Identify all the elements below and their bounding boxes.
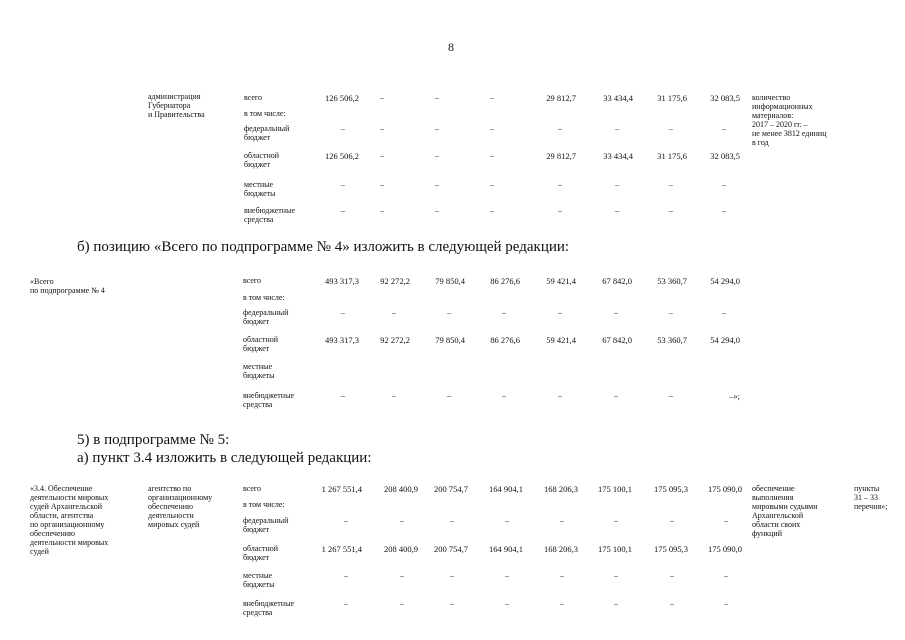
table-cell: 33 434,4 — [603, 93, 633, 103]
table-cell: 200 754,7 — [434, 544, 468, 554]
table-cell: 67 842,0 — [602, 335, 632, 345]
table-cell: – — [558, 180, 562, 189]
row-label: федеральный бюджет — [244, 124, 290, 142]
table-cell: 175 100,1 — [598, 544, 632, 554]
table-cell: – — [490, 180, 494, 189]
row-label: местные бюджеты — [244, 180, 276, 198]
row-label: внебюджетные средства — [243, 599, 294, 617]
table-cell: – — [722, 124, 726, 133]
table-cell: – — [380, 124, 384, 133]
table-cell: 67 842,0 — [602, 276, 632, 286]
table-cell: 54 294,0 — [710, 335, 740, 345]
table-cell: 175 090,0 — [708, 484, 742, 494]
table-cell: – — [400, 571, 404, 580]
table-cell: – — [670, 571, 674, 580]
table-cell: 32 083,5 — [710, 151, 740, 161]
table-cell: – — [724, 599, 728, 608]
table-cell: – — [392, 391, 396, 400]
table-cell: 92 272,2 — [380, 335, 410, 345]
table-cell: – — [490, 124, 494, 133]
table-cell: 208 400,9 — [384, 544, 418, 554]
page-number: 8 — [448, 40, 454, 54]
table-cell: 54 294,0 — [710, 276, 740, 286]
table-cell: – — [435, 180, 439, 189]
table-cell: – — [400, 599, 404, 608]
table-cell: – — [614, 571, 618, 580]
row-label: всего — [243, 484, 262, 493]
table-cell: – — [380, 206, 384, 215]
table-cell: – — [722, 180, 726, 189]
table-cell: – — [505, 516, 509, 525]
table-cell: 168 206,3 — [544, 484, 578, 494]
table2-title: «Всего по подпрограмме № 4 — [30, 277, 105, 295]
heading-5: 5) в подпрограмме № 5: — [77, 432, 230, 448]
table-cell: 59 421,4 — [546, 335, 576, 345]
table-cell: 168 206,3 — [544, 544, 578, 554]
row-label: местные бюджеты — [243, 362, 275, 380]
table-cell: 53 360,7 — [657, 276, 687, 286]
table-cell: – — [341, 308, 345, 317]
table-cell: – — [380, 151, 384, 160]
row-label: федеральный бюджет — [243, 516, 289, 534]
table-cell: – — [490, 93, 494, 102]
table-cell: – — [341, 391, 345, 400]
table-cell: – — [615, 124, 619, 133]
table-cell: – — [505, 571, 509, 580]
table-cell: – — [614, 308, 618, 317]
table-cell: 208 400,9 — [384, 484, 418, 494]
heading-a: а) пункт 3.4 изложить в следующей редакции: — [77, 450, 372, 466]
table-cell: – — [724, 571, 728, 580]
table1-executor: администрация Губернатора и Правительства — [148, 92, 205, 119]
table-cell: 86 276,6 — [490, 276, 520, 286]
table-cell: 53 360,7 — [657, 335, 687, 345]
table-cell: – — [724, 516, 728, 525]
table-cell: – — [669, 124, 673, 133]
table-cell: – — [614, 391, 618, 400]
table-cell: – — [502, 308, 506, 317]
table3-link: пункты 31 – 33 перечня»; — [854, 484, 888, 511]
table-cell: 1 267 551,4 — [321, 484, 362, 494]
table-cell: – — [435, 151, 439, 160]
table-cell: 493 317,3 — [325, 335, 359, 345]
table-cell: – — [669, 308, 673, 317]
table-cell: 31 175,6 — [657, 151, 687, 161]
table-cell: – — [435, 93, 439, 102]
table-cell: – — [344, 599, 348, 608]
table-cell: – — [380, 93, 384, 102]
table-cell: 86 276,6 — [490, 335, 520, 345]
table-cell: 59 421,4 — [546, 276, 576, 286]
table-cell: – — [447, 391, 451, 400]
table-cell: – — [341, 206, 345, 215]
table1-indicator: количество информационных материалов: 2017 – 2020 гг. – не менее 3812 единиц в год — [752, 93, 827, 147]
table-cell: – — [450, 599, 454, 608]
table-cell: – — [380, 180, 384, 189]
table-cell: 31 175,6 — [657, 93, 687, 103]
table3-executor: агентство по организационному обеспечению деятельности мировых судей — [148, 484, 213, 529]
table-cell: – — [341, 124, 345, 133]
table-cell: – — [669, 206, 673, 215]
row-label: всего — [243, 276, 262, 285]
table-cell: 79 850,4 — [435, 276, 465, 286]
table-cell: – — [558, 308, 562, 317]
table-cell: 200 754,7 — [434, 484, 468, 494]
table3-item: «3.4. Обеспечение деятельности мировых судей Архангельской области, агентства по организационному обеспечению деятельности мировых судей — [30, 484, 109, 556]
table-cell: – — [615, 206, 619, 215]
table-cell: 126 506,2 — [325, 151, 359, 161]
table-cell: – — [490, 151, 494, 160]
table-cell: – — [392, 308, 396, 317]
table-cell: – — [615, 180, 619, 189]
table-cell: – — [614, 516, 618, 525]
table-cell: 493 317,3 — [325, 276, 359, 286]
table-cell: – — [560, 571, 564, 580]
heading-b: б) позицию «Всего по подпрограмме № 4» изложить в следующей редакции: — [77, 239, 570, 255]
table-cell: – — [614, 599, 618, 608]
table-cell: 32 083,5 — [710, 93, 740, 103]
table-cell: 164 904,1 — [489, 484, 523, 494]
table-cell: – — [490, 206, 494, 215]
table-cell: – — [560, 516, 564, 525]
row-label: областной бюджет — [243, 335, 279, 353]
table-cell: – — [558, 206, 562, 215]
table-cell: 175 095,3 — [654, 544, 688, 554]
table-cell: – — [447, 308, 451, 317]
table-cell: – — [502, 391, 506, 400]
table-cell: – — [344, 571, 348, 580]
table-cell: 29 812,7 — [546, 151, 576, 161]
table-cell: – — [450, 571, 454, 580]
row-label: всего — [244, 93, 263, 102]
table-cell: –»; — [729, 391, 740, 401]
table-cell: – — [722, 206, 726, 215]
table-cell: – — [669, 391, 673, 400]
row-label: федеральный бюджет — [243, 308, 289, 326]
table-cell: 175 090,0 — [708, 544, 742, 554]
table-cell: 126 506,2 — [325, 93, 359, 103]
table-cell: – — [341, 180, 345, 189]
row-label: внебюджетные средства — [244, 206, 295, 224]
table-cell: – — [722, 308, 726, 317]
table-cell: – — [558, 124, 562, 133]
table-cell: 92 272,2 — [380, 276, 410, 286]
table-cell: – — [670, 599, 674, 608]
table-cell: 79 850,4 — [435, 335, 465, 345]
row-label: областной бюджет — [244, 151, 280, 169]
table-cell: 164 904,1 — [489, 544, 523, 554]
table-cell: – — [400, 516, 404, 525]
table-cell: – — [560, 599, 564, 608]
table-cell: 29 812,7 — [546, 93, 576, 103]
row-label: местные бюджеты — [243, 571, 275, 589]
table-cell: 175 100,1 — [598, 484, 632, 494]
table3-indicator: обеспечение выполнения мировыми судьями Архангельской области своих функций — [752, 484, 818, 538]
table-cell: – — [450, 516, 454, 525]
table-cell: – — [435, 124, 439, 133]
table-cell: 1 267 551,4 — [321, 544, 362, 554]
row-label: внебюджетные средства — [243, 391, 294, 409]
table-cell: – — [670, 516, 674, 525]
row-label: в том числе: — [243, 293, 285, 302]
table-cell: 175 095,3 — [654, 484, 688, 494]
table-cell: – — [435, 206, 439, 215]
table-cell: – — [669, 180, 673, 189]
table-cell: 33 434,4 — [603, 151, 633, 161]
row-label: в том числе: — [243, 500, 285, 509]
row-label: в том числе: — [244, 109, 286, 118]
row-label: областной бюджет — [243, 544, 279, 562]
table-cell: – — [344, 516, 348, 525]
table-cell: – — [558, 391, 562, 400]
table-cell: – — [505, 599, 509, 608]
